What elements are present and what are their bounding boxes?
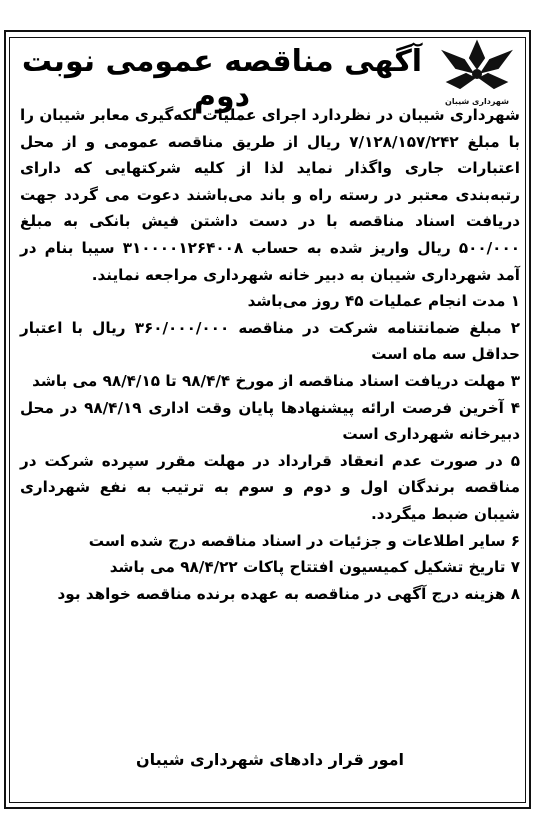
list-item: ۶ سایر اطلاعات و جزئیات در اسناد مناقصه درج شده است [88,531,520,550]
list-item: ۳ مهلت دریافت اسناد مناقصه از مورخ ۹۸/۴/۴ تا ۹۸/۴/۱۵ می باشد [32,371,520,390]
list-item: ۲ مبلغ ضمانتنامه شرکت در مناقصه ۳۶۰/۰۰۰/۰۰۰ ریال با اعتبار حداقل سه ماه است [20,318,520,364]
emblem-caption: شهرداری شیبان [445,97,509,106]
notice-header [12,38,523,114]
municipality-emblem-icon [434,38,520,106]
list-item: ۷ تاریخ تشکیل کمیسیون افتتاح پاکات ۹۸/۴/۲۲ می باشد [109,558,520,577]
emblem-graphic [434,38,520,94]
list-item: ۱ مدت انجام عملیات ۴۵ روز می‌باشد [247,292,520,311]
notice-intro: شهرداری شیبان در نظردارد اجرای عملیات لکه‌گیری معابر شیبان را با مبلغ ۷/۱۲۸/۱۵۷/۲۴۲ ریال از طریق مناقصه عمومی و از محل اعتبارات جاری واگذار نماید لذا از کلیه شرکتهایی که دارای رتبه‌بندی معتبر در رسته راه و باند می‌باشند دعوت می گردد جهت دریافت اسناد مناقصه با در دست داشتن فیش بانکی به مبلغ ۵۰۰/۰۰۰ ریال واریز شده به حساب ۳۱۰۰۰۰۱۲۶۴۰۰۸ سیبا بنام در آمد شهرداری شیبان به دبیر خانه شهرداری مراجعه نمایند. [20,106,520,284]
list-item: ۸ هزینه درج آگهی در مناقصه به عهده برنده مناقصه خواهد بود [57,584,520,603]
list-item: ۵ در صورت عدم انعقاد قرارداد در مهلت مقرر سپرده شرکت در مناقصه برندگان اول و دوم و سوم به ترتیب به نفع شهرداری شیبان ضبط میگردد. [20,451,520,523]
list-item: ۴ آخرین فرصت ارائه پیشنهادها پایان وقت اداری ۹۸/۴/۱۹ در محل دبیرخانه شهرداری است [20,398,520,444]
notice-signature: امور قرار دادهای شهرداری شیبان [136,750,404,769]
notice-body [20,102,520,607]
notice-title: آگهی مناقصه عمومی نوبت دوم [21,44,423,114]
